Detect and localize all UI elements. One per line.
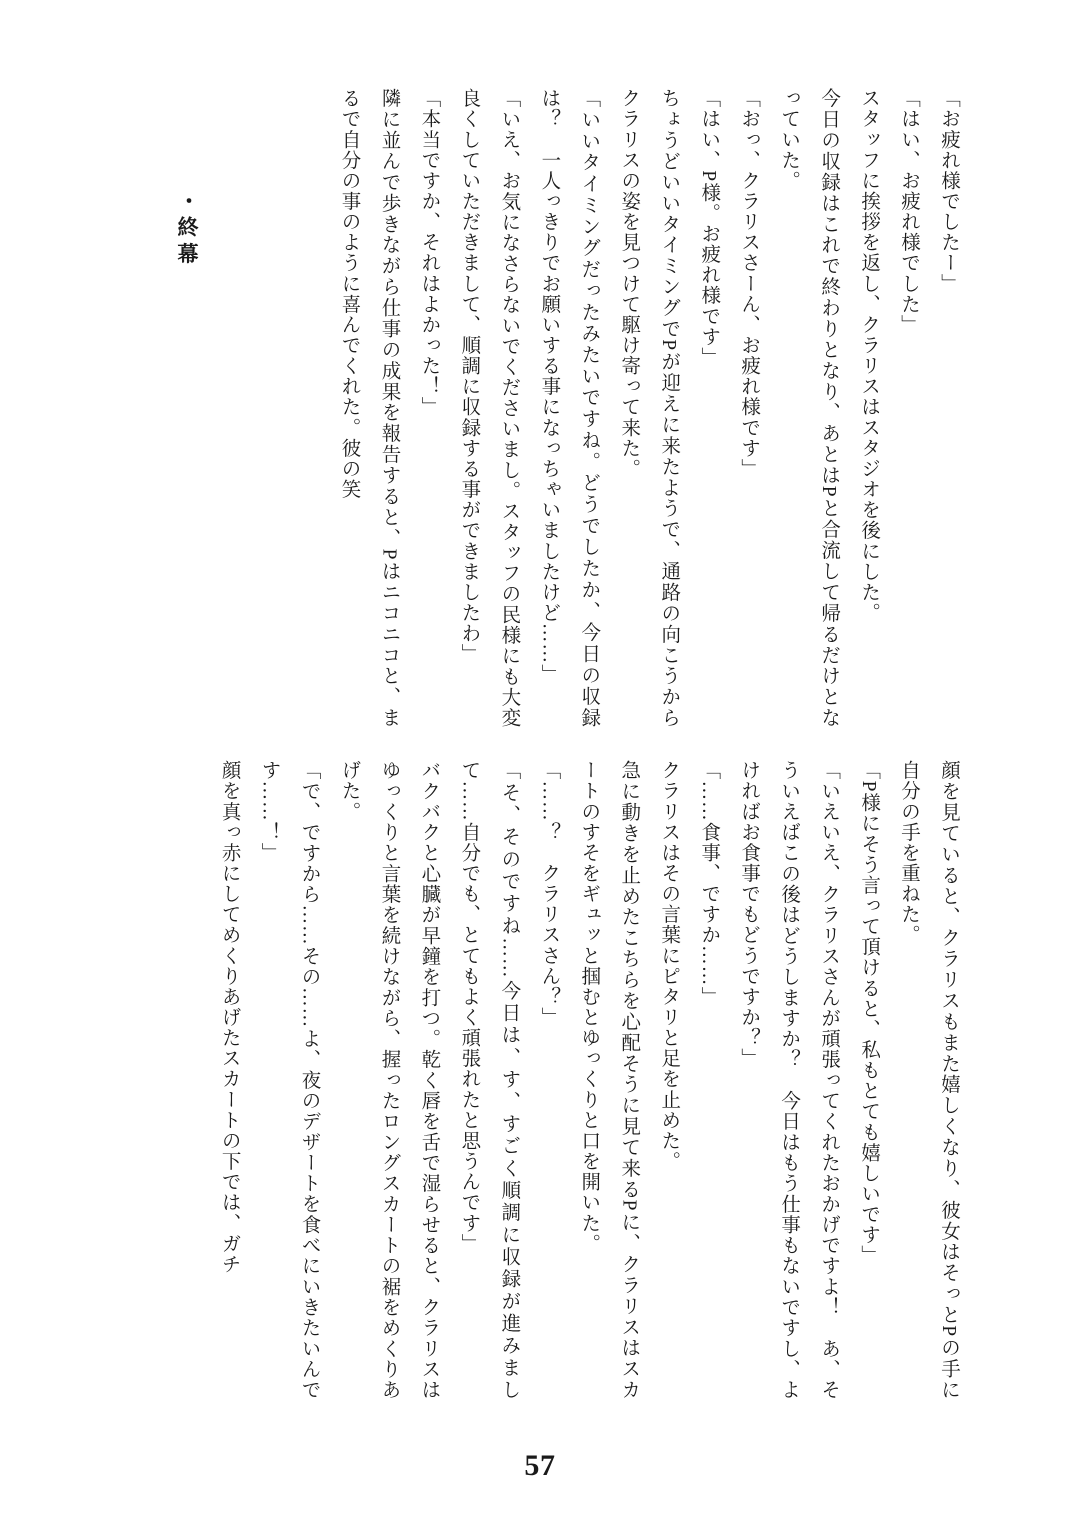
paragraph: 「お疲れ様でしたー」 <box>938 88 959 294</box>
paragraph: 「そ、そのですね……今日は、す、すごく順調に収録が進みまして……自分でも、とてもよく頑張れたと思うんです」 <box>458 760 520 1400</box>
paragraph: 「いえ、お気になさらないでくださいまし。スタッフの民様にも大変良くしていただきまして、順調に収録する事ができましたわ」 <box>458 88 520 728</box>
paragraph: 顔を見ていると、クラリスもまた嬉しくなり、彼女はそっとPの手に自分の手を重ねた。 <box>898 760 959 1400</box>
chapter-bullet: ・ <box>176 190 200 217</box>
paragraph: ちょうどいいタイミングでPが迎えに来たようで、通路の向こうからクラリスの姿を見つけて駆け寄って来た。 <box>618 88 680 728</box>
body-text-top <box>178 88 968 728</box>
paragraph: バクバクと心臓が早鐘を打つ。乾く唇を舌で湿らせると、クラリスはゆっくりと言葉を続けながら、握ったロングスカートの裾をめくりあげた。 <box>338 760 440 1400</box>
paragraph: 「本当ですか、それはよかった！」 <box>418 88 440 418</box>
paragraph: 「いいタイミングだったみたいですね。どうでしたか、今日の収録は？ 一人っきりでお願いする事になっちゃいましたけど……」 <box>538 88 600 728</box>
paragraph: 「……食事、ですか……」 <box>698 760 720 1007</box>
paragraph: 「はい、P様。お疲れ様です」 <box>698 88 720 368</box>
paragraph: 隣に並んで歩きながら仕事の成果を報告すると、Pはニコニコと、まるで自分の事のように喜んでくれた。彼の笑 <box>338 88 400 728</box>
paragraph: 「いえいえ、クラリスさんが頑張ってくれたおかげですよ！ あ、そういえばこの後はどうしますか？ 今日はもう仕事もないですし、よければお食事でもどうですか？」 <box>738 760 840 1400</box>
paragraph: 「おっ、クラリスさーん、お疲れ様です」 <box>738 88 760 479</box>
page-number: 57 <box>524 1449 556 1482</box>
paragraph: 「P様にそう言って頂けると、私もとても嬉しいです」 <box>858 760 880 1266</box>
body-text-bottom <box>178 760 968 1400</box>
paragraph: 「で、ですから……その……よ、夜のデザートを食べにいきたいんです……！」 <box>258 760 320 1400</box>
paragraph: 今日の収録はこれで終わりとなり、あとはPと合流して帰るだけとなっていた。 <box>778 88 840 728</box>
chapter-title: 終幕 <box>175 216 199 269</box>
paragraph: 急に動きを止めたこちらを心配そうに見て来るPに、クラリスはスカートのすそをギュッと掴むとゆっくりと口を開いた。 <box>578 760 640 1400</box>
paragraph: 「……？ クラリスさん？」 <box>538 760 560 1028</box>
paragraph: クラリスはその言葉にピタリと足を止めた。 <box>658 760 680 1172</box>
paragraph: 顔を真っ赤にしてめくりあげたスカートの下では、ガチ <box>218 760 240 1275</box>
paragraph: 「はい、お疲れ様でした」 <box>898 88 920 335</box>
paragraph: スタッフに挨拶を返し、クラリスはスタジオを後にした。 <box>858 88 880 623</box>
